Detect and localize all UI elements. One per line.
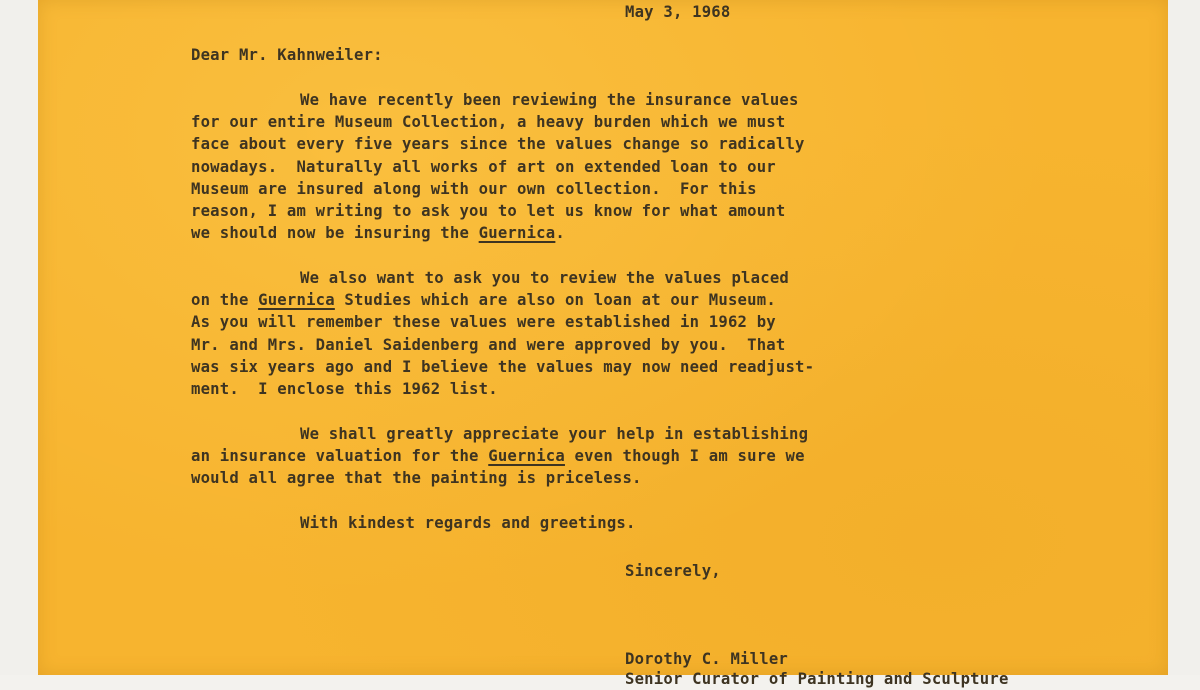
underlined-title: Guernica [478,224,556,242]
line-text: . [555,224,565,242]
letter-line [191,334,785,356]
line-text: nowadays. Naturally all works of art on extended loan to our [191,158,776,176]
line-text: we should now be insuring the [191,224,479,242]
letter-line [191,200,785,222]
line-text: an insurance valuation for the [191,447,489,465]
line-text: ment. I enclose this 1962 list. [191,380,498,398]
letter-line [191,289,776,311]
underlined-title: Guernica [488,447,565,465]
letter-line [300,89,799,111]
line-text: was six years ago and I believe the values may now need readjust- [191,358,815,376]
line-text: As you will remember these values were established in 1962 by [191,313,776,331]
line-text: would all agree that the painting is priceless. [191,469,642,487]
underlined-title: Guernica [258,291,335,309]
letter-line [191,378,498,400]
letter-line [191,133,805,155]
line-text: Studies which are also on loan at our Museum. [334,291,776,309]
letter-line [300,267,789,289]
line-text: With kindest regards and greetings. [300,514,636,532]
letter-line [191,356,814,378]
line-text: on the [191,291,259,309]
line-text: face about every five years since the values change so radically [191,135,805,153]
line-text: Mr. and Mrs. Daniel Saidenberg and were approved by you. That [191,336,786,354]
signature-name: Dorothy C. Miller [625,650,788,668]
letter-line [300,512,636,534]
letter-page [38,0,1168,688]
line-text: We also want to ask you to review the values placed [300,269,789,287]
letter-line [191,467,642,489]
letter-line [191,178,757,200]
signature-title: Senior Curator of Painting and Sculpture [625,670,1009,688]
letter-line [191,111,785,133]
line-text: even though I am sure we [564,447,805,465]
line-text: We shall greatly appreciate your help in establishing [300,425,809,443]
letter-line [191,156,776,178]
letter-date: May 3, 1968 [625,3,731,21]
line-text: for our entire Museum Collection, a heavy burden which we must [191,113,786,131]
salutation: Dear Mr. Kahnweiler: [191,46,383,64]
line-text: reason, I am writing to ask you to let us know for what amount [191,202,786,220]
letter-line [191,311,776,333]
letter-line [191,222,565,244]
line-text: Museum are insured along with our own collection. For this [191,180,757,198]
letter-line [300,423,808,445]
closing: Sincerely, [625,562,721,580]
line-text: We have recently been reviewing the insurance values [300,91,799,109]
letter-line [191,445,805,467]
